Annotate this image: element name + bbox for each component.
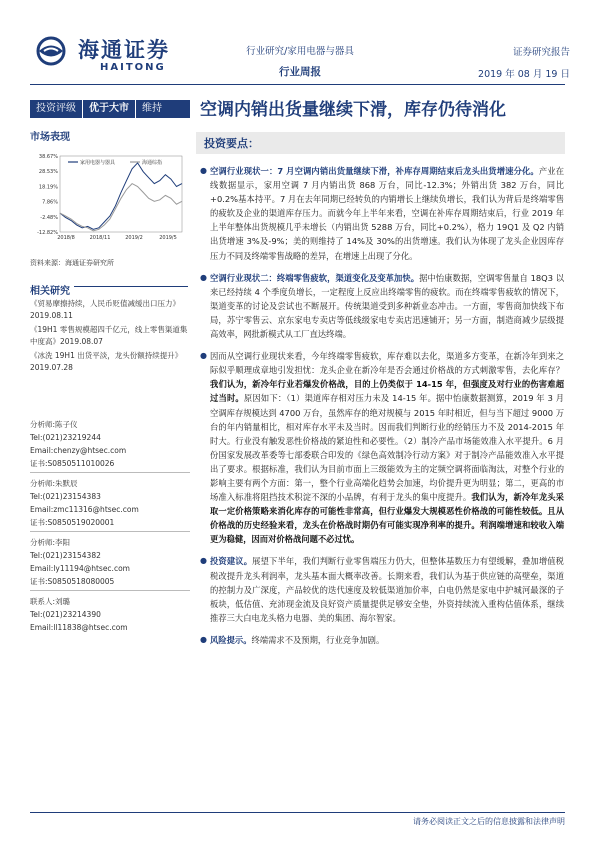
analyst-email[interactable]: Email:zmc11316@htsec.com bbox=[30, 505, 139, 514]
investment-title: 投资要点： bbox=[204, 137, 259, 150]
rating-value: 优于大市 bbox=[82, 100, 135, 118]
report-info bbox=[470, 42, 570, 86]
market-chart bbox=[30, 148, 188, 248]
related-title: 相关研究 bbox=[30, 282, 74, 297]
page-title: 空调内销出货量继续下滑，库存仍待消化 bbox=[200, 100, 506, 120]
para-emphasis: 我们认为，新冷年龙头采取一定价格策略来消化库存的可能性非常高，但行业爆发大规模恶性价格战的可能性较低。且从价格战的历史经验来看，龙头在价格战时期仍有可能实现净利率的提升。利润端增速和较收入端更为稳健，因而对价格战问题不必过忧。 bbox=[210, 492, 564, 545]
chart-frame bbox=[60, 156, 182, 232]
analyst-email[interactable]: Email:chenzy@htsec.com bbox=[30, 446, 127, 455]
y-tick-label: -2.48% bbox=[40, 214, 58, 221]
para-heading: 空调行业现状二：终端零售疲软，渠道变化及变革加快。 bbox=[210, 272, 420, 283]
bullet-icon: ● bbox=[200, 351, 207, 361]
report-category: 证券研究报告 bbox=[512, 47, 570, 58]
logo-text-en: HAITONG bbox=[100, 62, 166, 73]
legend-label: 海通综指 bbox=[142, 160, 163, 166]
para-emphasis: 我们认为，新冷年行业若爆发价格战，目的上仍类似于 14-15 年，但强度及对行业的伤害难超过当时。 bbox=[210, 379, 564, 404]
analyst-name: 联系人:刘璐 bbox=[30, 597, 71, 606]
analyst-tel: Tel:(021)23219244 bbox=[30, 433, 101, 442]
y-tick-label: 7.86% bbox=[42, 199, 58, 206]
related-item[interactable]: 《冰洗 19H1 出货平淡，龙头份额持续提升》2019.07.28 bbox=[30, 351, 183, 372]
analyst-email[interactable]: Email:ly11194@htsec.com bbox=[30, 564, 130, 573]
y-tick-label: 38.67% bbox=[38, 154, 58, 160]
analyst-name: 分析师:陈子仪 bbox=[30, 420, 78, 429]
analyst-tel: Tel:(021)23154382 bbox=[30, 551, 101, 560]
analyst-tel: Tel:(021)23214390 bbox=[30, 610, 101, 619]
bullet-paragraph bbox=[200, 554, 564, 624]
para-heading: 投资建议。 bbox=[210, 556, 253, 567]
rating-label: 投资评级 bbox=[36, 103, 76, 114]
legend-label: 家用电器与器具 bbox=[80, 160, 116, 166]
footer-divider bbox=[30, 812, 565, 813]
para-text: 原因如下：（1）渠道库存相对压力未及 14-15 年。据中怡康数据测算，2019 年 3 月空调库存规模达到 4700 万台，虽然库存的绝对规模与 2015 年时相近，但与当下超过 9000 万台的年内销量相比，相对库存水平未及当时。因而我们判断行业的经销压力不及 2014-2015 年时大。行业没有触发恶性价格战的紧迫性和必要性。（2）制冷产品市场能效准入水平提升。6 月份国家发展改革委等七部委联合印发的《绿色高效制冷行动方案》对于制冷产品能效准入水平提出了要求。根据标准，我们认为目前市面上三级能效为主的定频空调将面临淘汰，对整个行业的影响主要有两个方面：第一，整个行业高端化趋势会加速，均价提升更为明显；第二，更高的市场准入标准将阻挡技术积淀不深的小品牌，有利于龙头的集中度提升。 bbox=[210, 393, 564, 503]
analyst-cert: 证书:S0850518080005 bbox=[30, 577, 115, 586]
footer-disclaimer: 请务必阅读正文之后的信息披露和法律声明 bbox=[413, 817, 565, 826]
x-tick-label: 2019/2 bbox=[125, 235, 143, 241]
analyst-list bbox=[30, 418, 190, 640]
analyst-name: 分析师:朱默辰 bbox=[30, 479, 78, 488]
analyst-card bbox=[30, 418, 190, 473]
analyst-card bbox=[30, 595, 190, 636]
para-text: 终端需求不及预期，行业竞争加剧。 bbox=[251, 634, 385, 645]
bullet-paragraph bbox=[200, 271, 564, 341]
analyst-tel: Tel:(021)23154383 bbox=[30, 492, 101, 501]
chart-source: 资料来源：海通证券研究所 bbox=[30, 259, 114, 267]
y-tick-label: -12.82% bbox=[37, 230, 58, 236]
para-heading: 风险提示。 bbox=[210, 634, 252, 645]
para-text: 产业在线数据显示，家用空调 7 月内销出货 868 万台，同比-12.3%；外销出货 382 万台，同比+0.2%基本持平。7 月在去年同期已经转负的内销增长上继续负增长，我们认为背后是终端零售的疲软及企业的渠道库存压力。而就今年上半年来看，空调在补库存周期结束后，行业 2019 年上半年整体出货规模几乎未增长（内销出货 5288 万台，同比+0.2%），格力 19Q1 及 Q2 内销出货增速 3%及-9%；美的则维持了 14%及 30%的出货增速。我们认为体现了龙头企业因库存压力不同及终端零售战略的差异，在增速上出现了分化。 bbox=[210, 166, 564, 261]
report-date: 2019 年 08 月 19 日 bbox=[478, 69, 570, 80]
related-item[interactable]: 《19H1 零售规模超四千亿元，线上零售渠道集中度高》2019.08.07 bbox=[30, 325, 188, 346]
related-item[interactable]: 《贸易摩擦持续，人民币贬值减缓出口压力》2019.08.11 bbox=[30, 299, 180, 320]
header-divider bbox=[30, 84, 565, 85]
logo-text-cn: 海通证券 bbox=[78, 37, 170, 62]
para-text: 据中怡康数据，空调零售量自 18Q3 以来已经持续 4 个季度负增长，一定程度上反应出终端零售的疲软。而在终端零售疲软的情况下，渠道变革的讨论及尝试也不断展开。传统渠道受到多种新业态冲击。一方面，零售商加快线下布局，苏宁零售云、京东家电专卖店等低线级家电专卖店迅速铺开；另一方面，制造商减少层级提高效率，网批新模式从工厂直达终端。 bbox=[210, 272, 564, 340]
report-meta bbox=[210, 42, 390, 82]
x-tick-label: 2019/5 bbox=[159, 235, 177, 241]
bullet-paragraph bbox=[200, 164, 564, 263]
para-heading: 空调行业现状一：7 月空调内销出货量继续下滑，补库存周期结束后龙头出货增速分化。 bbox=[210, 166, 539, 176]
series-line bbox=[60, 184, 182, 231]
y-tick-label: 18.19% bbox=[38, 184, 58, 191]
analyst-email[interactable]: Email:ll11838@htsec.com bbox=[30, 623, 128, 632]
y-tick-label: 28.53% bbox=[38, 169, 58, 176]
analyst-cert: 证书:S0850511010026 bbox=[30, 459, 115, 468]
para-text: 因而从空调行业现状来看，今年终端零售疲软，库存难以去化，渠道多方变革，在新冷年到来之际似乎顺理成章地引发担忧：龙头企业在新冷年是否会通过价格战的方式刺激零售，去化库存？ bbox=[210, 351, 564, 376]
rating-change: 维持 bbox=[135, 100, 168, 118]
x-tick-label: 2018/11 bbox=[89, 235, 111, 241]
investment-body bbox=[200, 164, 564, 655]
bullet-icon: ● bbox=[200, 166, 207, 175]
analyst-card bbox=[30, 477, 190, 532]
bullet-icon: ● bbox=[200, 634, 207, 644]
market-title: 市场表现 bbox=[30, 132, 70, 143]
bullet-icon: ● bbox=[200, 272, 207, 282]
industry-label: 行业研究/家用电器与器具 bbox=[246, 46, 354, 57]
haitong-logo-icon bbox=[30, 36, 72, 66]
report-type: 行业周报 bbox=[279, 66, 321, 78]
bullet-paragraph bbox=[200, 633, 564, 647]
analyst-card bbox=[30, 536, 190, 591]
bullet-paragraph bbox=[200, 349, 564, 546]
para-text: 展望下半年，我们判断行业零售端压力仍大，但整体基数压力有望缓解，叠加增值税税改提升龙头利润率，龙头基本面大概率改善。长期来看，我们认为基于供应链的高壁垒，渠道的控制力及广深度，产品较优的迭代速度及较低渠道加价率，白电仍然是家电中护城河最深的子板块，低估值、充沛现金流及良好资产质量提供足够安全垫，外资持续流入重构估值体系，继续推荐三大白电龙头格力电器、美的集团、海尔智家。 bbox=[210, 556, 564, 623]
analyst-name: 分析师:李阳 bbox=[30, 538, 71, 547]
related-list bbox=[30, 298, 190, 376]
bullet-icon: ● bbox=[200, 556, 207, 566]
analyst-cert: 证书:S0850519020001 bbox=[30, 518, 115, 527]
rating-bar bbox=[30, 100, 190, 118]
x-tick-label: 2018/8 bbox=[57, 235, 75, 241]
